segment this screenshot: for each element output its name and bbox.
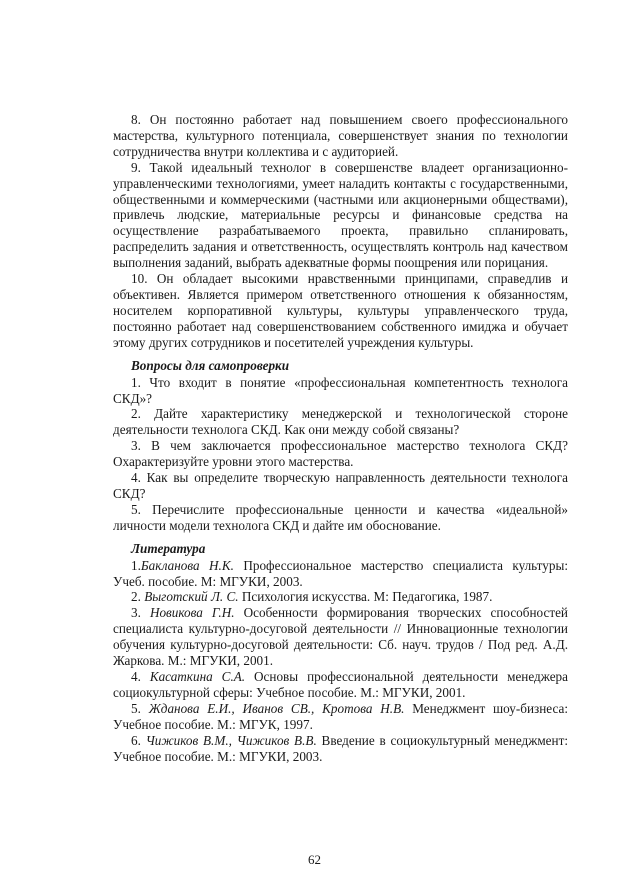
- paragraph-8: 8. Он постоянно работает над повышением своего профессионального мастерства, культурного потенциала, совершенствует знания по технологии сотрудничества внутри коллектива и с аудиторией.: [113, 112, 568, 159]
- questions-heading: Вопросы для самопроверки: [131, 357, 290, 373]
- literature-text: Введение в социокультурный менеджмент: Учебное пособие. М.: МГУКИ, 2003.: [113, 732, 568, 764]
- literature-item: [113, 733, 568, 765]
- literature-author: Чижиков В.М., Чижиков В.В.: [145, 732, 317, 748]
- page-number: 62: [308, 852, 321, 867]
- literature-num: 3.: [131, 605, 150, 621]
- question-item: 4. Как вы определите творческую направленность деятельности технолога СКД?: [113, 470, 568, 501]
- literature-heading: Литература: [131, 540, 206, 556]
- literature-item: [113, 701, 568, 733]
- question-item: 1. Что входит в понятие «профессиональная компетентность технолога СКД»?: [113, 374, 568, 406]
- literature-text: Основы профессиональной деятельности менеджера социокультурной сферы: Учебное пособие. М.: МГУКИ, 2001.: [113, 669, 568, 700]
- literature-author: Выготский Л. С.: [144, 589, 239, 605]
- literature-num: 6.: [131, 732, 146, 748]
- literature-author: Бакланова Н.К.: [140, 557, 234, 573]
- literature-num: 2.: [131, 589, 145, 605]
- question-item: 5. Перечислите профессиональные ценности и качества «идеальной» личности модели технолога СКД и дайте им обоснование.: [113, 501, 568, 533]
- literature-author: Новикова Г.Н.: [149, 605, 235, 621]
- literature-text: Психология искусства. М: Педагогика, 1987.: [238, 589, 493, 605]
- literature-item: [113, 558, 568, 590]
- paragraph-10: 10. Он обладает высокими нравственными принципами, справедлив и объективен. Является примером ответственного отношения к обязанностям, носителем корпоративной культуры, культуры управленческого труда, постоянно работает над совершенствованием собственного имиджа и обучает этому других сотрудников и посетителей учреждения культуры.: [113, 271, 568, 350]
- question-item: 3. В чем заключается профессиональное мастерство технолога СКД? Охарактеризуйте уровни этого мастерства.: [113, 438, 568, 470]
- literature-author: Жданова Е.И., Иванов СВ., Кротова Н.В.: [148, 700, 405, 716]
- question-item: 2. Дайте характеристику менеджерской и технологической стороне деятельности технолога СКД. Как они между собой связаны?: [113, 406, 568, 438]
- page-body: [113, 112, 568, 764]
- literature-text: Менеджмент шоу-бизнеса: Учебное пособие. М.: МГУК, 1997.: [113, 700, 569, 732]
- literature-author: Касаткина С.А.: [149, 669, 246, 684]
- paragraph-9: 9. Такой идеальный технолог в совершенстве владеет организационно-управленческими технологиями, умеет наладить контакты с государственными, общественными и коммерческими (частными или акционерными обществами), привлечь людские, материальные ресурсы и финансовые средства на осуществление разрабатываемого проекта, правильно спланировать, распределить задания и ответственность, осуществлять контроль над качеством выполнения заданий, выбрать адекватные формы поощрения или порицания.: [113, 159, 568, 271]
- literature-text: Профессиональное мастерство специалиста культуры: Учеб. пособие. М: МГУКИ, 2003.: [113, 557, 568, 589]
- literature-num: 5.: [131, 700, 149, 716]
- literature-item: [113, 605, 568, 669]
- literature-text: Особенности формирования творческих способностей специалиста культурно-досуговой деятельности // Инновационные технологии обучения культурно-досуговой деятельности: Сб. науч. трудов / Под ред. А.Д. Жаркова. М.: МГУКИ, 2001.: [113, 605, 568, 669]
- literature-num: 1.: [131, 557, 141, 573]
- literature-item: [113, 669, 568, 701]
- literature-item: [113, 589, 568, 605]
- literature-num: 4.: [131, 669, 150, 684]
